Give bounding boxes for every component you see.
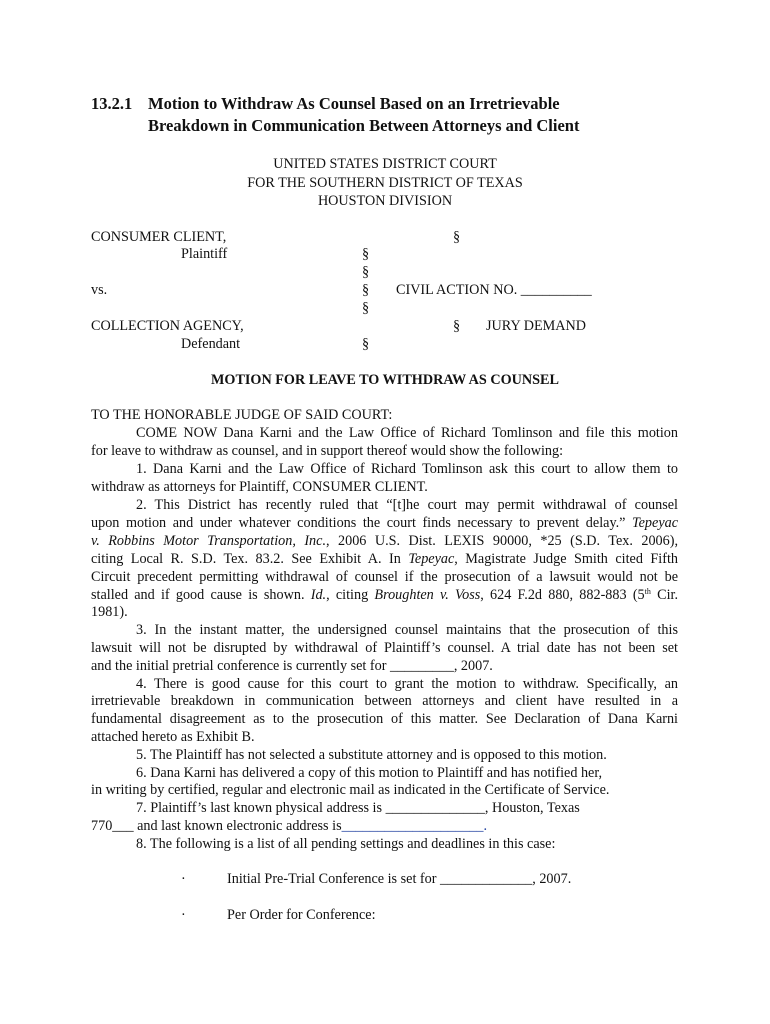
para3-line2: lawsuit will not be disrupted by withdrawal of Plaintiff’s counsel. A trial date has not been set (91, 640, 678, 656)
court-district: FOR THE SOUTHERN DISTRICT OF TEXAS (247, 175, 523, 191)
para6-line2: in writing by certified, regular and electronic mail as indicated in the Certificate of Service. (91, 782, 610, 798)
plaintiff-name: CONSUMER CLIENT, (91, 229, 227, 245)
intro-line-2: for leave to withdraw as counsel, and in support thereof would show the following: (91, 443, 564, 459)
para5-line1: 5. The Plaintiff has not selected a substitute attorney and is opposed to this motion. (136, 747, 607, 763)
section-mark: § (453, 229, 461, 245)
section-title-line1: Motion to Withdraw As Counsel Based on an Irretrievable (148, 94, 560, 113)
section-mark: § (362, 300, 370, 316)
section-mark: § (362, 246, 370, 262)
para4-line3: fundamental disagreement as to the prosecution of this matter. See Declaration of Dana Karni (91, 711, 678, 727)
jury-demand: JURY DEMAND (486, 318, 586, 334)
para2-line6: stalled and if good cause is shown. Id., citing Broughten v. Voss, 624 F.2d 880, 882-883 (5th Cir. (91, 587, 678, 603)
court-division: HOUSTON DIVISION (317, 193, 453, 209)
bullet-marker: · (181, 871, 186, 887)
motion-title: MOTION FOR LEAVE TO WITHDRAW AS COUNSEL (211, 372, 559, 388)
bullet-item: Initial Pre-Trial Conference is set for _____________, 2007. (227, 871, 572, 887)
section-mark: § (453, 318, 461, 334)
para2-line7: 1981). (91, 604, 128, 620)
defendant-name: COLLECTION AGENCY, (91, 318, 244, 334)
versus: vs. (91, 282, 108, 298)
para7-line1: 7. Plaintiff’s last known physical address is ______________, Houston, Texas (136, 800, 580, 816)
para2-line3: v. Robbins Motor Transportation, Inc., 2006 U.S. Dist. LEXIS 90000, *25 (S.D. Tex. 2006), (91, 533, 679, 549)
section-mark: § (362, 336, 370, 352)
para7-line2: 770___ and last known electronic address is____________________. (91, 818, 488, 834)
para3-line3: and the initial pretrial conference is currently set for _________, 2007. (91, 658, 493, 674)
para2-line4: citing Local R. S.D. Tex. 83.2. See Exhibit A. In Tepeyac, Magistrate Judge Smith cited Fifth (91, 551, 678, 567)
email-link[interactable]: ____________________. (341, 818, 488, 834)
bullet-item: Per Order for Conference: (227, 907, 376, 923)
para1-line2: withdraw as attorneys for Plaintiff, CONSUMER CLIENT. (91, 479, 428, 495)
para1-line1: 1. Dana Karni and the Law Office of Richard Tomlinson ask this court to allow them to (136, 461, 678, 477)
plaintiff-role: Plaintiff (181, 246, 228, 262)
section-mark: § (362, 282, 370, 298)
section-title-line2: Breakdown in Communication Between Attorneys and Client (148, 116, 580, 135)
para6-line1: 6. Dana Karni has delivered a copy of this motion to Plaintiff and has notified her, (136, 765, 603, 781)
para2-line5: Circuit precedent permitting withdrawal of counsel if the prosecution of a lawsuit would not be (91, 569, 678, 585)
para4-line1: 4. There is good cause for this court to grant the motion to withdraw. Specifically, an (136, 676, 678, 692)
bullet-marker: · (181, 907, 186, 923)
para4-line4: attached hereto as Exhibit B. (91, 729, 255, 745)
para4-line2: irretrievable breakdown in communication between attorneys and client have resulted in a (91, 693, 678, 709)
intro-line-1: COME NOW Dana Karni and the Law Office of Richard Tomlinson and file this motion (136, 425, 678, 441)
civil-action-number: CIVIL ACTION NO. __________ (396, 282, 592, 298)
section-mark: § (362, 264, 370, 280)
para2-line2: upon motion and under whatever conditions the court finds necessary to prevent delay.” Tepeyac (91, 515, 679, 531)
defendant-role: Defendant (181, 336, 241, 352)
court-name: UNITED STATES DISTRICT COURT (273, 156, 497, 172)
salutation: TO THE HONORABLE JUDGE OF SAID COURT: (91, 407, 393, 423)
para8-line1: 8. The following is a list of all pending settings and deadlines in this case: (136, 836, 556, 852)
para2-line1: 2. This District has recently ruled that “[t]he court may permit withdrawal of counsel (136, 497, 678, 513)
para3-line1: 3. In the instant matter, the undersigned counsel maintains that the prosecution of this (136, 622, 678, 638)
section-number: 13.2.1 (91, 94, 133, 113)
